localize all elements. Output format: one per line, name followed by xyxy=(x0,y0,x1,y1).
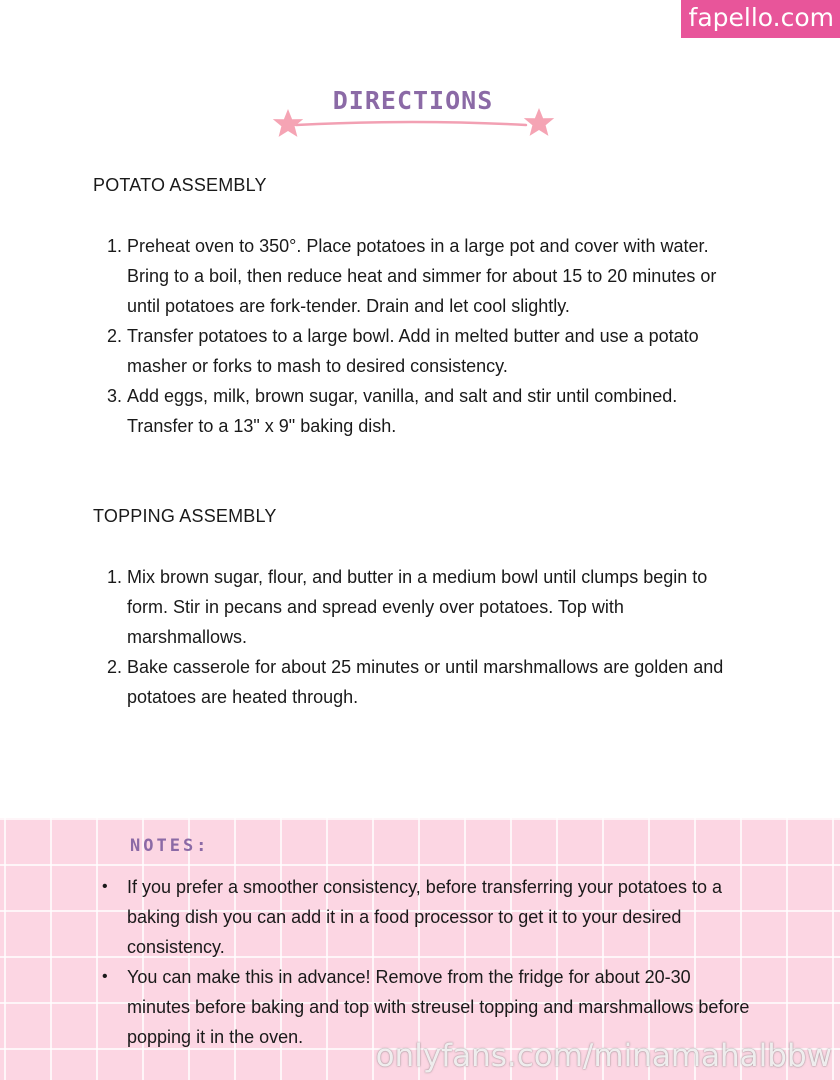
directions-header xyxy=(268,80,558,150)
list-item xyxy=(107,562,747,652)
step-text: Mix brown sugar, flour, and butter in a medium bowl until clumps begin to form. Stir in pecans and spread evenly over potatoes. Top with marshmallows. xyxy=(127,567,708,647)
list-item xyxy=(107,321,747,381)
notes-list xyxy=(100,872,750,1052)
directions-title: DIRECTIONS xyxy=(332,86,494,115)
step-number: 2. xyxy=(107,657,123,677)
step-text: Bake casserole for about 25 minutes or until marshmallows are golden and potatoes are heated through. xyxy=(127,657,724,707)
list-item xyxy=(107,381,747,441)
topping-steps-list xyxy=(107,562,747,712)
star-icon xyxy=(524,108,554,136)
step-number: 1. xyxy=(107,236,123,256)
step-text: Add eggs, milk, brown sugar, vanilla, and salt and stir until combined. Transfer to a 13" x 9" baking dish. xyxy=(127,386,678,436)
potato-assembly-heading: POTATO ASSEMBLY xyxy=(93,175,267,195)
list-item xyxy=(107,231,747,321)
step-number: 1. xyxy=(107,567,123,587)
watermark: onlyfans.com/minamahalbbw xyxy=(375,1038,832,1074)
step-number: 2. xyxy=(107,326,123,346)
step-text: Preheat oven to 350°. Place potatoes in a large pot and cover with water. Bring to a boil, then reduce heat and simmer for about 15 to 20 minutes or until potatoes are fork-tender. Drain and let cool slightly. xyxy=(127,236,717,316)
step-number: 3. xyxy=(107,386,123,406)
note-text: If you prefer a smoother consistency, before transferring your potatoes to a baking dish you can add it in a food processor to get it to your desired consistency. xyxy=(127,877,722,957)
header-divider xyxy=(268,104,558,144)
bullet-icon: • xyxy=(102,878,108,895)
notes-title: NOTES: xyxy=(130,836,210,856)
note-text: You can make this in advance! Remove from the fridge for about 20-30 minutes before baking and top with streusel topping and marshmallows before popping it in the oven. xyxy=(127,967,750,1047)
list-item xyxy=(107,652,747,712)
star-icon xyxy=(273,109,303,137)
list-item xyxy=(100,872,750,962)
site-badge[interactable]: fapello.com xyxy=(681,0,840,38)
topping-assembly-heading: TOPPING ASSEMBLY xyxy=(93,506,277,526)
potato-steps-list xyxy=(107,231,747,441)
bullet-icon: • xyxy=(102,968,108,985)
step-text: Transfer potatoes to a large bowl. Add in melted butter and use a potato masher or forks to mash to desired consistency. xyxy=(127,326,699,376)
